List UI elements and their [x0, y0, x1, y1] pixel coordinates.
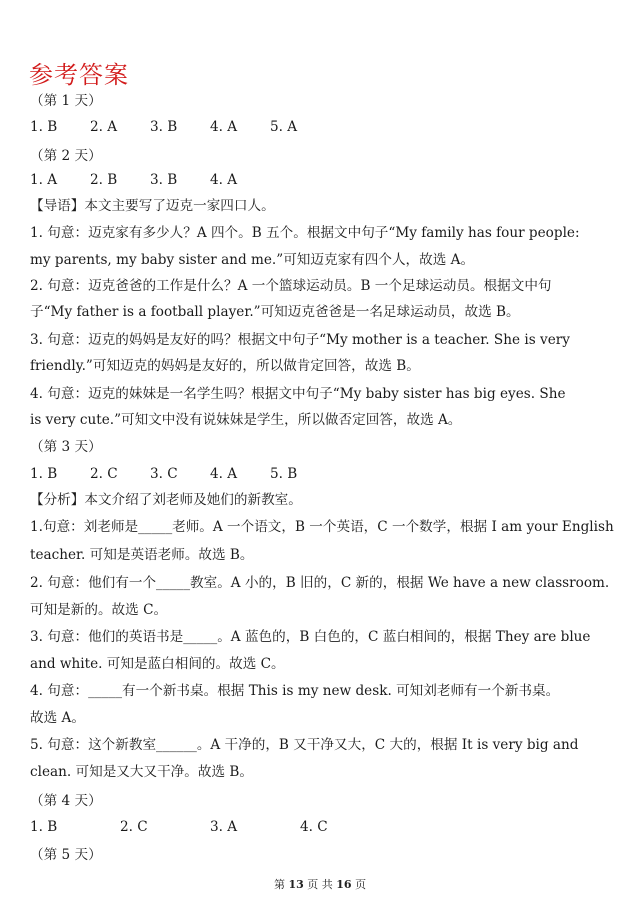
day4-label: （第 4 天）	[30, 793, 102, 809]
explanation-line: 3. 句意：迈克的妈妈是友好的吗？根据文中句子“My mother is a teacher. She is very	[30, 332, 570, 348]
explanation-line: 1. 句意：迈克家有多少人？A 四个。B 五个。根据文中句子“My family has four people:	[30, 225, 580, 241]
explanation-line: 4. 句意：_____有一个新书桌。根据 This is my new desk. 可知刘老师有一个新书桌。	[30, 683, 560, 699]
explanation-line: 故选 A。	[30, 710, 85, 726]
answer-item: 1. B	[30, 819, 58, 835]
answer-item: 3. A	[210, 819, 238, 835]
answer-item: 5. A	[270, 119, 298, 135]
day3-answers	[30, 464, 620, 484]
footer-suffix: 页	[355, 878, 367, 891]
explanation-line: 1.句意：刘老师是_____老师。A 一个语文，B 一个英语，C 一个数学，根据 I am your English	[30, 519, 614, 535]
explanation-line: 2. 句意：他们有一个_____教室。A 小的，B 旧的，C 新的，根据 We have a new classroom.	[30, 575, 610, 591]
explanation-line: 2. 句意：迈克爸爸的工作是什么？A 一个篮球运动员。B 一个足球运动员。根据文中句	[30, 278, 552, 294]
explanation-line: 可知是新的。故选 C。	[30, 602, 168, 618]
day1-label: （第 1 天）	[30, 93, 102, 109]
day3-intro: 【分析】本文介绍了刘老师及她们的新教室。	[30, 492, 302, 508]
page-title: 参考答案	[29, 61, 129, 89]
total-page-number: 16	[336, 878, 352, 891]
page-footer	[0, 876, 640, 892]
explanation-line: is very cute.”可知文中没有说妹妹是学生，所以做否定回答，故选 A。	[30, 412, 462, 428]
answer-item: 4. C	[300, 819, 328, 835]
explanation-line: 子“My father is a football player.”可知迈克爸爸是一名足球运动员，故选 B。	[30, 304, 520, 320]
explanation-line: teacher. 可知是英语老师。故选 B。	[30, 547, 254, 563]
explanation-line: 4. 句意：迈克的妹妹是一名学生吗？根据文中句子“My baby sister has big eyes. She	[30, 386, 566, 402]
answer-item: 2. A	[90, 119, 118, 135]
answer-item: 3. B	[150, 119, 178, 135]
explanation-line: 5. 句意：这个新教室______。A 干净的，B 又干净又大，C 大的，根据 It is very big and	[30, 737, 579, 753]
answer-item: 2. B	[90, 172, 118, 188]
explanation-line: friendly.”可知迈克的妈妈是友好的，所以做肯定回答，故选 B。	[30, 358, 420, 374]
answer-item: 4. A	[210, 119, 238, 135]
day2-intro: 【导语】本文主要写了迈克一家四口人。	[30, 198, 275, 214]
day2-answers	[30, 170, 620, 190]
answer-item: 2. C	[90, 466, 118, 482]
current-page-number: 13	[288, 878, 304, 891]
explanation-line: 3. 句意：他们的英语书是_____。A 蓝色的，B 白色的，C 蓝白相间的，根据 They are blue	[30, 629, 591, 645]
day3-label: （第 3 天）	[30, 439, 102, 455]
answer-item: 3. C	[150, 466, 178, 482]
answer-item: 4. A	[210, 466, 238, 482]
answer-item: 4. A	[210, 172, 238, 188]
footer-mid: 页 共	[307, 878, 333, 891]
day4-answers	[30, 817, 620, 837]
explanation-line: my parents, my baby sister and me.”可知迈克家有四个人，故选 A。	[30, 252, 475, 268]
day5-label: （第 5 天）	[30, 847, 102, 863]
answer-item: 3. B	[150, 172, 178, 188]
answer-item: 5. B	[270, 466, 298, 482]
day2-label: （第 2 天）	[30, 148, 102, 164]
day1-answers	[30, 117, 620, 137]
answer-item: 2. C	[120, 819, 148, 835]
footer-prefix: 第	[273, 878, 285, 891]
explanation-line: clean. 可知是又大又干净。故选 B。	[30, 764, 253, 780]
answer-item: 1. A	[30, 172, 58, 188]
explanation-line: and white. 可知是蓝白相间的。故选 C。	[30, 656, 285, 672]
answer-item: 1. B	[30, 466, 58, 482]
answer-item: 1. B	[30, 119, 58, 135]
